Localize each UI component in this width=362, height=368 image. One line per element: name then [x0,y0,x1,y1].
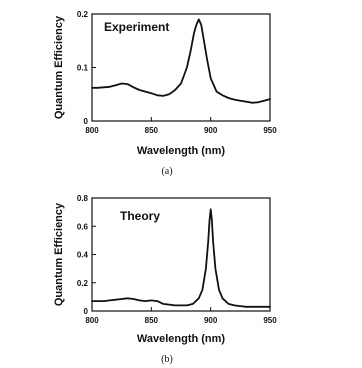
chart-1-ytick-label-2: 0.2 [76,10,88,19]
chart-2-series-line-0 [92,209,270,306]
chart-1-xtick-label-1: 850 [144,126,159,135]
chart-2-annotation: Theory [120,209,161,223]
chart-1-annotation: Experiment [104,20,170,34]
chart-2-ytick-label-1: 0.2 [76,278,88,288]
chart-1-ytick-label-0: 0 [83,117,88,126]
chart-1-x-axis-label: Wavelength (nm) [136,145,226,157]
chart-2-plot-frame [92,198,270,311]
chart-1-xtick-label-2: 900 [203,126,218,135]
chart-2-caption: (b) [161,354,173,365]
chart-1-caption: (a) [161,166,173,177]
chart-1-xtick-label-3: 950 [263,126,277,135]
chart-1-xtick-label-0: 800 [85,126,99,135]
chart-2-ytick-label-4: 0.8 [76,194,88,203]
chart-1-y-axis-label: Quantum Efficiency [53,15,65,120]
chart-1-ytick-label-1: 0.1 [76,63,88,73]
chart-2-xtick-label-3: 950 [263,316,277,325]
chart-2-ytick-label-3: 0.6 [76,222,88,232]
chart-2-ytick-label-0: 0 [83,307,88,316]
chart-2-x-axis-label: Wavelength (nm) [136,333,226,345]
chart-2-y-axis-label: Quantum Efficiency [53,202,65,307]
chart-2-ytick-label-2: 0.4 [76,250,88,260]
chart-2-xtick-label-1: 850 [144,316,159,325]
chart-2-xtick-label-0: 800 [85,316,99,325]
chart-2-xtick-label-2: 900 [203,316,218,325]
